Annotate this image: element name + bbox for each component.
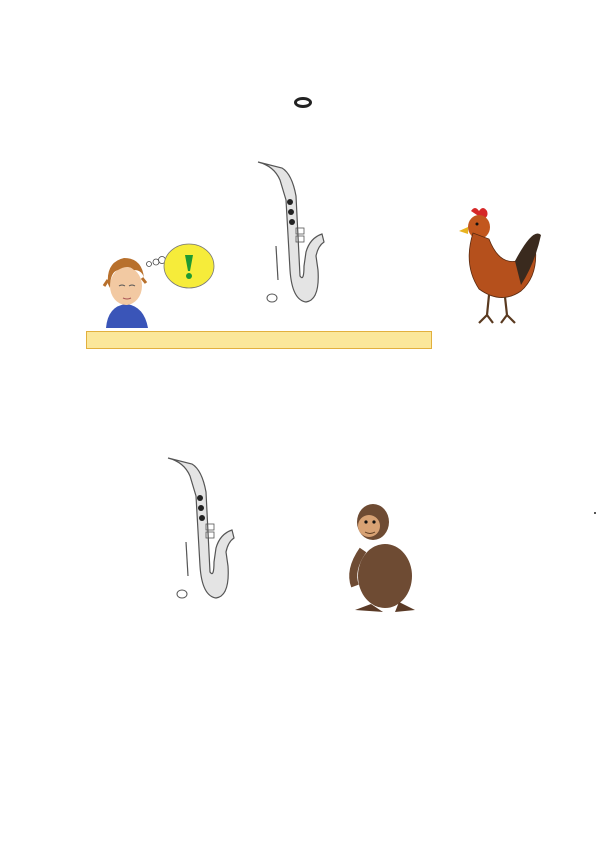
- staff-line-2: [48, 620, 554, 650]
- monkey-illustration: [345, 500, 417, 614]
- saxophone-illustration: [166, 456, 236, 616]
- whole-note-icon: [294, 97, 312, 108]
- merke-box: [86, 331, 432, 349]
- staff-example-a: [236, 493, 324, 527]
- staff-line-3: [48, 697, 554, 727]
- staff-line-1: [48, 382, 554, 412]
- page-title: [0, 94, 600, 116]
- speck: [594, 512, 596, 514]
- rooster-illustration: [455, 205, 543, 329]
- boy-thinking-illustration: [96, 244, 226, 328]
- saxophone-illustration: [256, 160, 326, 320]
- staff-example-h: [332, 189, 427, 223]
